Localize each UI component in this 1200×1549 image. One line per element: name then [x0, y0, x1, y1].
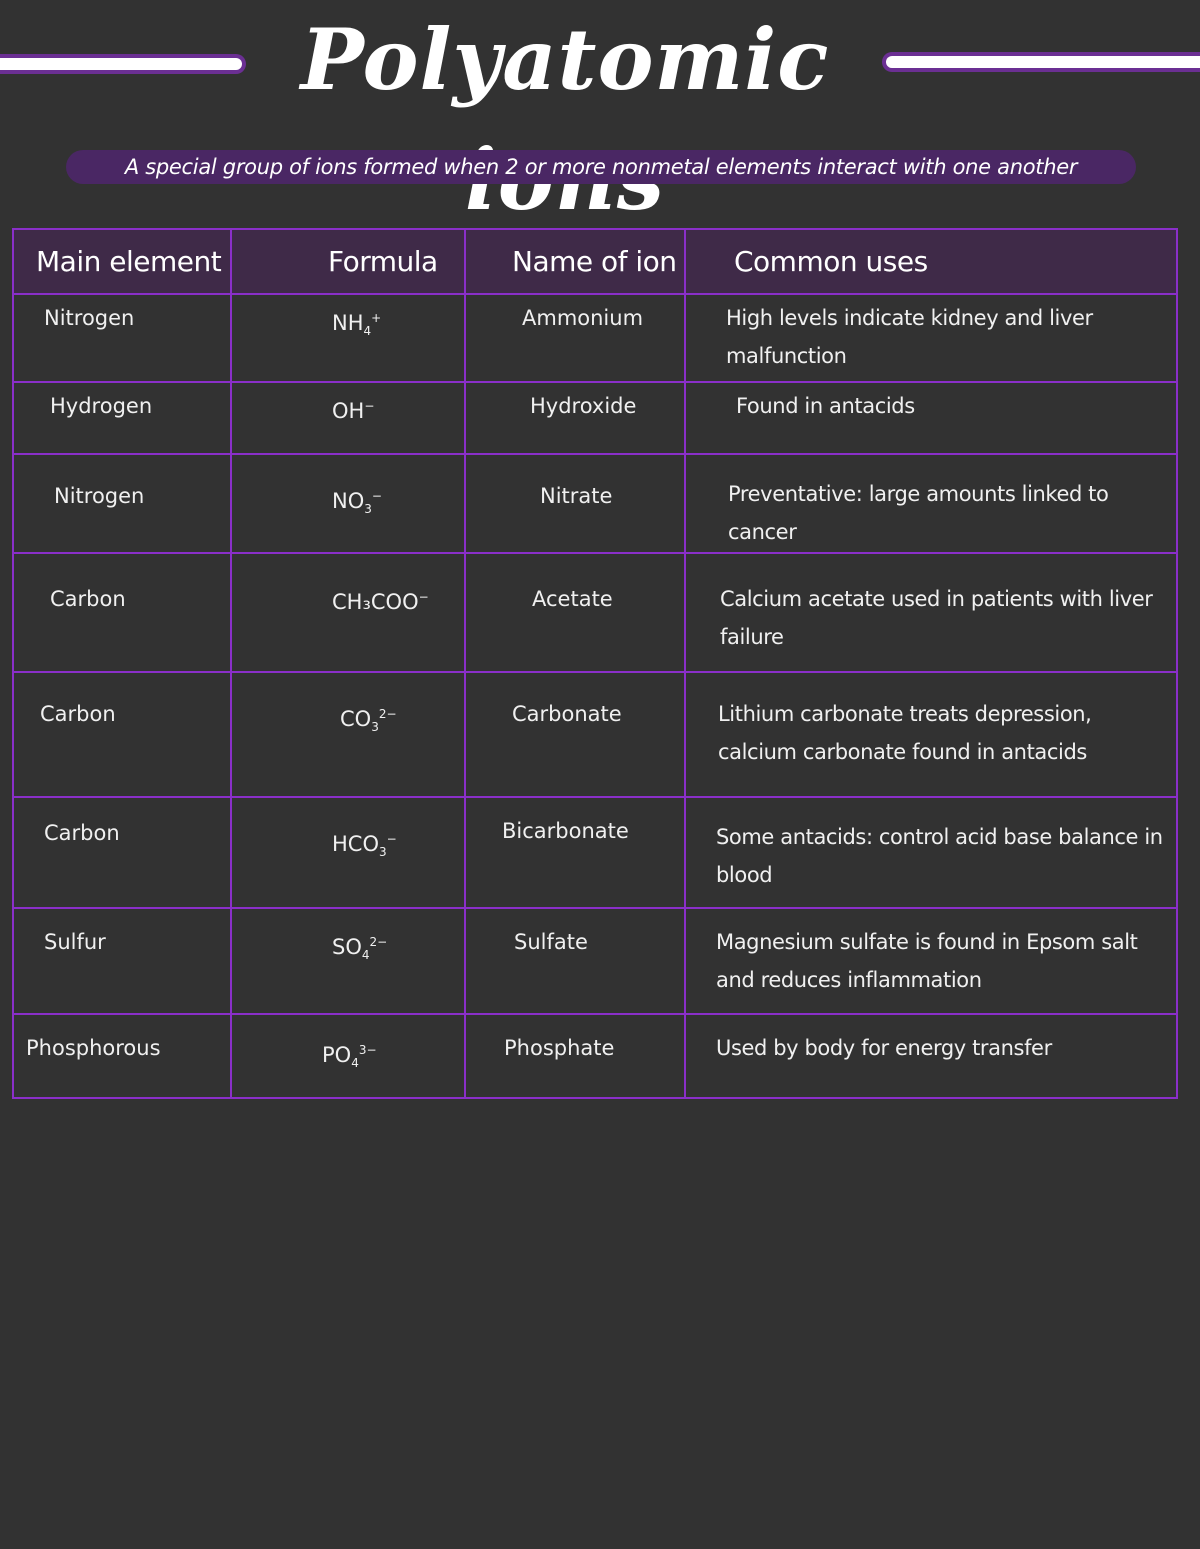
table-header-row — [13, 229, 1177, 294]
title-rule-left — [0, 58, 242, 70]
cell-element: Hydrogen — [13, 382, 231, 454]
cell-formula — [231, 294, 465, 382]
polyatomic-ions-table — [12, 228, 1178, 1099]
formula-charge: − — [364, 399, 375, 413]
formula-charge: − — [386, 832, 397, 846]
cell-uses: Preventative: large amounts linked to cancer — [685, 454, 1177, 553]
formula-base: CH₃COO — [332, 590, 419, 614]
cell-ion-name: Hydroxide — [465, 382, 685, 454]
formula-subscript: 3 — [378, 845, 387, 860]
formula-base: PO — [322, 1043, 352, 1067]
formula-base: SO — [332, 935, 362, 959]
header-main-element: Main element — [13, 229, 231, 294]
table-row — [13, 1014, 1177, 1098]
table-row — [13, 797, 1177, 908]
cell-formula — [231, 454, 465, 553]
cell-uses: Used by body for energy transfer — [685, 1014, 1177, 1098]
cell-formula — [231, 1014, 465, 1098]
cell-element: Carbon — [13, 553, 231, 672]
formula-charge: − — [371, 489, 382, 503]
cell-uses: Lithium carbonate treats depression, calcium carbonate found in antacids — [685, 672, 1177, 797]
cell-uses: High levels indicate kidney and liver malfunction — [685, 294, 1177, 382]
cell-ion-name: Ammonium — [465, 294, 685, 382]
subtitle: A special group of ions formed when 2 or more nonmetal elements interact with one another — [66, 150, 1136, 184]
cell-element: Carbon — [13, 797, 231, 908]
formula-charge: 2− — [378, 707, 397, 721]
formula-charge: 3− — [358, 1043, 377, 1057]
cell-ion-name: Sulfate — [465, 908, 685, 1014]
cell-ion-name: Bicarbonate — [465, 797, 685, 908]
table-row — [13, 454, 1177, 553]
formula-subscript: 4 — [361, 948, 370, 963]
formula-subscript: 4 — [351, 1056, 359, 1071]
formula-base: HCO — [332, 832, 379, 856]
cell-element: Carbon — [13, 672, 231, 797]
cell-uses: Some antacids: control acid base balance in blood — [685, 797, 1177, 908]
cell-ion-name: Phosphate — [465, 1014, 685, 1098]
header-formula: Formula — [231, 229, 465, 294]
cell-element: Nitrogen — [13, 454, 231, 553]
formula-charge: − — [418, 590, 429, 604]
formula-charge: 2− — [369, 935, 388, 949]
cell-uses: Calcium acetate used in patients with liver failure — [685, 553, 1177, 672]
header-name-of-ion: Name of ion — [465, 229, 685, 294]
formula-subscript: 3 — [371, 720, 379, 735]
table-row — [13, 294, 1177, 382]
cell-ion-name: Carbonate — [465, 672, 685, 797]
table-row — [13, 382, 1177, 454]
header-common-uses: Common uses — [685, 229, 1177, 294]
cell-ion-name: Acetate — [465, 553, 685, 672]
cell-formula — [231, 382, 465, 454]
cell-element: Sulfur — [13, 908, 231, 1014]
cell-element: Phosphorous — [13, 1014, 231, 1098]
table-row — [13, 553, 1177, 672]
cell-formula — [231, 553, 465, 672]
formula-subscript: 3 — [364, 502, 372, 517]
table-row — [13, 672, 1177, 797]
cell-ion-name: Nitrate — [465, 454, 685, 553]
formula-base: NH — [332, 311, 364, 335]
page-title: Polyatomic — [300, 10, 830, 109]
cell-element: Nitrogen — [13, 294, 231, 382]
formula-subscript: 4 — [363, 324, 372, 339]
cell-uses: Found in antacids — [685, 382, 1177, 454]
cell-formula — [231, 672, 465, 797]
title-rule-right — [886, 56, 1200, 68]
cell-formula — [231, 908, 465, 1014]
formula-base: CO — [340, 707, 372, 731]
formula-charge: + — [371, 311, 382, 325]
formula-base: OH — [332, 399, 365, 423]
cell-formula — [231, 797, 465, 908]
cell-uses: Magnesium sulfate is found in Epsom salt and reduces inflammation — [685, 908, 1177, 1014]
formula-base: NO — [332, 489, 365, 513]
table-row — [13, 908, 1177, 1014]
